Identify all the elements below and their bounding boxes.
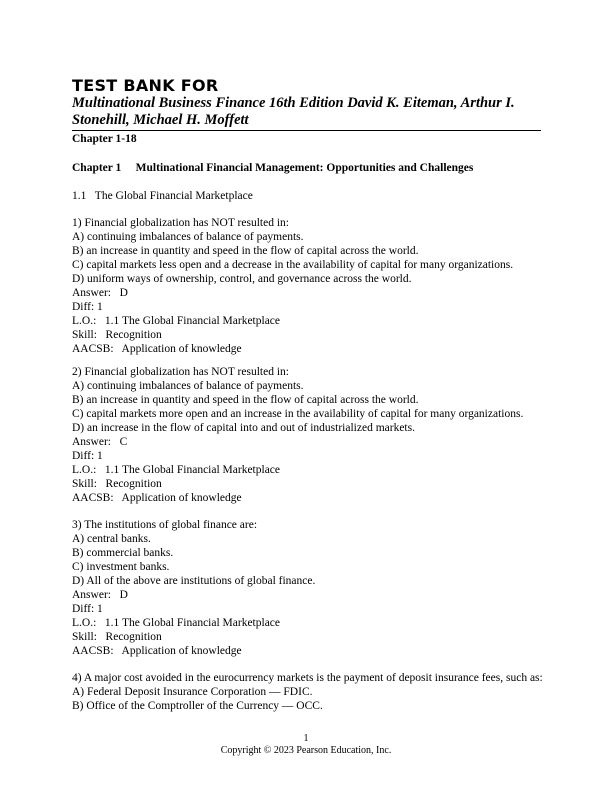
option-c: C) investment banks. xyxy=(72,561,170,573)
learning-objective-line: L.O.: 1.1 The Global Financial Marketplace xyxy=(72,464,281,476)
aacsb-line: AACSB: Application of knowledge xyxy=(72,645,242,657)
option-d: D) All of the above are institutions of global finance. xyxy=(72,575,316,587)
question-block xyxy=(72,671,544,713)
difficulty-line: Diff: 1 xyxy=(72,603,103,615)
option-d: D) uniform ways of ownership, control, and governance across the world. xyxy=(72,273,412,285)
option-a: A) continuing imbalances of balance of payments. xyxy=(72,380,304,392)
copyright-notice: Copyright © 2023 Pearson Education, Inc. xyxy=(220,745,392,756)
aacsb-line: AACSB: Application of knowledge xyxy=(72,492,242,504)
difficulty-line: Diff: 1 xyxy=(72,301,103,313)
question-stem: 1) Financial globalization has NOT resulted in: xyxy=(72,217,289,229)
page-number: 1 xyxy=(303,733,309,744)
question-stem: 2) Financial globalization has NOT resulted in: xyxy=(72,366,289,378)
answer-line: Answer: D xyxy=(72,287,128,299)
chapter-heading: Chapter 1 Multinational Financial Management: Opportunities and Challenges xyxy=(72,162,474,174)
option-a: A) continuing imbalances of balance of payments. xyxy=(72,231,304,243)
section-heading: 1.1 The Global Financial Marketplace xyxy=(72,190,253,202)
option-d: D) an increase in the flow of capital into and out of industrialized markets. xyxy=(72,422,415,434)
option-b: B) an increase in quantity and speed in the flow of capital across the world. xyxy=(72,245,419,257)
option-b: B) Office of the Comptroller of the Currency — OCC. xyxy=(72,700,323,712)
skill-line: Skill: Recognition xyxy=(72,631,162,643)
option-b: B) an increase in quantity and speed in the flow of capital across the world. xyxy=(72,394,419,406)
question-stem: 4) A major cost avoided in the eurocurrency markets is the payment of deposit insurance fees, such as: xyxy=(72,672,543,684)
book-title: Multinational Business Finance 16th Edition David K. Eiteman, Arthur I. Stonehill, Michael H. Moffett xyxy=(72,95,515,128)
skill-line: Skill: Recognition xyxy=(72,329,162,341)
question-stem: 3) The institutions of global finance are: xyxy=(72,519,258,531)
question-block xyxy=(72,365,544,505)
chapter-range: Chapter 1-18 xyxy=(72,133,137,145)
option-c: C) capital markets less open and a decrease in the availability of capital for many organizations. xyxy=(72,259,514,271)
test-bank-header: TEST BANK FOR xyxy=(72,76,219,95)
option-c: C) capital markets more open and an increase in the availability of capital for many organizations. xyxy=(72,408,524,420)
option-a: A) central banks. xyxy=(72,533,151,545)
learning-objective-line: L.O.: 1.1 The Global Financial Marketplace xyxy=(72,617,281,629)
title-divider xyxy=(72,130,541,131)
option-a: A) Federal Deposit Insurance Corporation — FDIC. xyxy=(72,686,313,698)
aacsb-line: AACSB: Application of knowledge xyxy=(72,343,242,355)
question-block xyxy=(72,518,544,658)
skill-line: Skill: Recognition xyxy=(72,478,162,490)
question-block xyxy=(72,216,544,356)
answer-line: Answer: D xyxy=(72,589,128,601)
option-b: B) commercial banks. xyxy=(72,547,174,559)
difficulty-line: Diff: 1 xyxy=(72,450,103,462)
learning-objective-line: L.O.: 1.1 The Global Financial Marketplace xyxy=(72,315,281,327)
answer-line: Answer: C xyxy=(72,436,128,448)
